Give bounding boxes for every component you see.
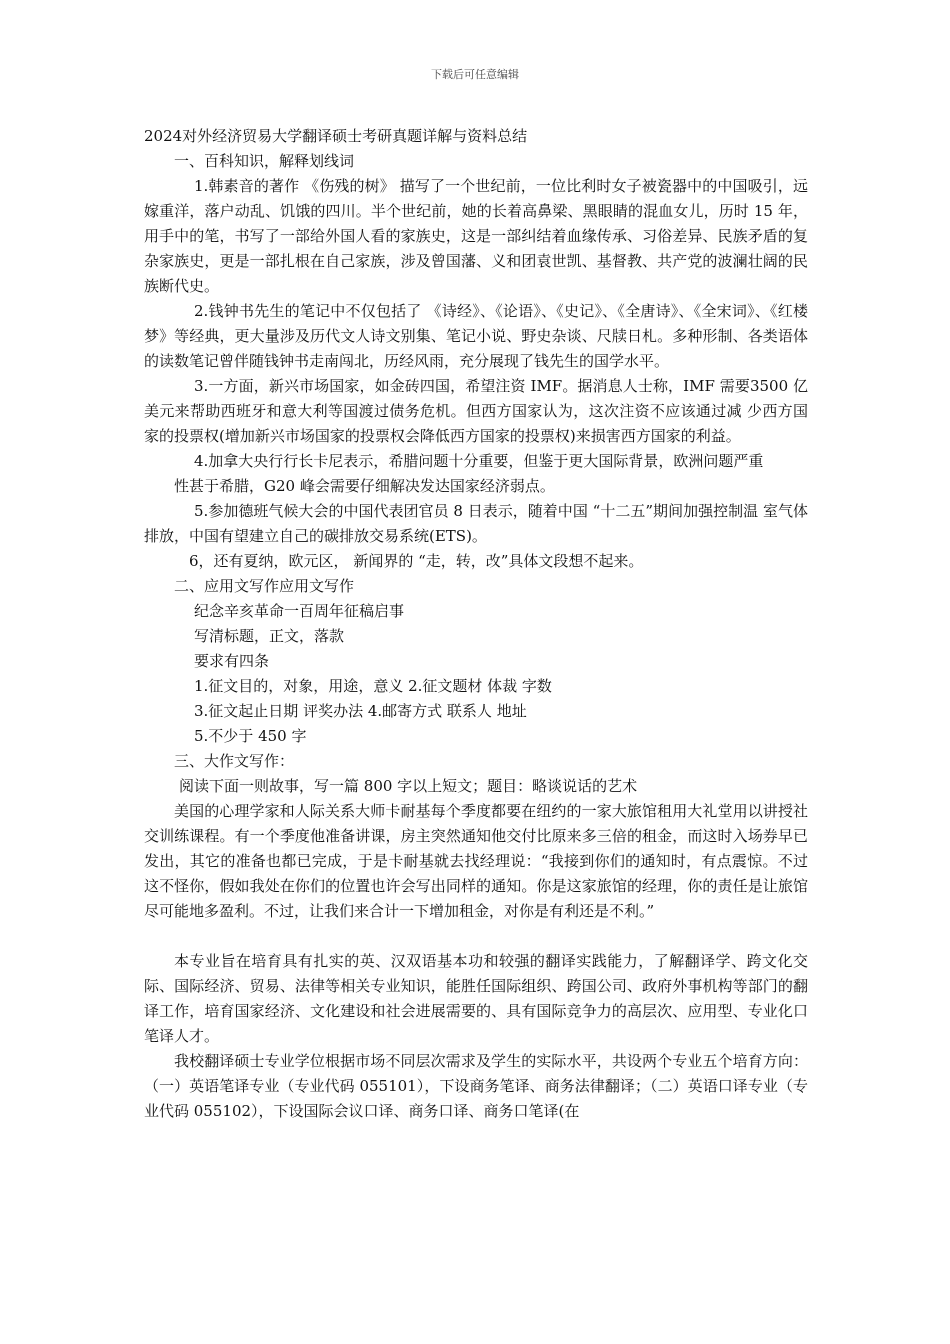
application-line-1: 纪念辛亥革命一百周年征稿启事 xyxy=(194,602,405,620)
program-directions: 我校翻译硕士专业学位根据市场不同层次需求及学生的实际水平，共设两个专业五个培育方向：（一）英语笔译专业（专业代码 055101），下设商务笔译、商务法律翻译；（二）英语口译专业（专业代码 055102），下设国际会议口译、商务口译、商务口笔译(在 xyxy=(144,1052,808,1120)
paragraph-spacer xyxy=(144,924,808,949)
section-heading-2: 二、应用文写作应用文写作 xyxy=(174,577,355,595)
section-heading-1: 一、百科知识，解释划线词 xyxy=(174,152,355,170)
document-body xyxy=(144,124,808,1124)
paragraph-2: 2.钱钟书先生的笔记中不仅包括了 《诗经》、《论语》、《史记》、《全唐诗》、《全宋词》、《红楼梦》等经典，更大量涉及历代文人诗文别集、笔记小说、野史杂谈、尺牍日札。多种形制、各类语体的读数笔记曾伴随钱钟书走南闯北，历经风雨，充分展现了钱先生的国学水平。 xyxy=(144,302,808,370)
application-line-4: 1.征文目的，对象，用途，意义 2.征文题材 体裁 字数 xyxy=(194,677,552,695)
section-heading-3: 三、大作文写作： xyxy=(174,752,295,770)
program-description: 本专业旨在培育具有扎实的英、汉双语基本功和较强的翻译实践能力，了解翻译学、跨文化交际、国际经济、贸易、法律等相关专业知识，能胜任国际组织、跨国公司、政府外事机构等部门的翻译工作，培育国家经济、文化建设和社会进展需要的、具有国际竞争力的高层次、应用型、专业化口笔译人才。 xyxy=(144,952,808,1045)
page-header-note: 下载后可任意编辑 xyxy=(431,68,519,81)
application-line-3: 要求有四条 xyxy=(194,652,270,670)
application-line-6: 5.不少于 450 字 xyxy=(194,727,307,745)
essay-prompt: 阅读下面一则故事，写一篇 800 字以上短文；题目：略谈说话的艺术 xyxy=(179,777,638,795)
essay-story: 美国的心理学家和人际关系大师卡耐基每个季度都要在纽约的一家大旅馆租用大礼堂用以讲授社交训练课程。有一个季度他准备讲课，房主突然通知他交付比原来多三倍的租金，而这时入场券早已发出，其它的准备也都已完成，于是卡耐基就去找经理说：“我接到你们的通知时，有点震惊。不过这不怪你，假如我处在你们的位置也许会写出同样的通知。你是这家旅馆的经理，你的责任是让旅馆尽可能地多盈利。不过，让我们来合计一下增加租金，对你是有利还是不利。” xyxy=(144,802,808,920)
paragraph-4b: 性甚于希腊，G20 峰会需要仔细解决发达国家经济弱点。 xyxy=(174,477,555,495)
document-title: 2024对外经济贸易大学翻译硕士考研真题详解与资料总结 xyxy=(144,127,528,145)
paragraph-6: 6，还有夏纳，欧元区， 新闻界的 “走，转，改”具体文段想不起来。 xyxy=(189,552,644,570)
paragraph-5: 5.参加德班气候大会的中国代表团官员 8 日表示，随着中国 “十二五”期间加强控制温 室气体排放，中国有望建立自己的碳排放交易系统(ETS)。 xyxy=(144,502,808,545)
application-line-5: 3.征文起止日期 评奖办法 4.邮寄方式 联系人 地址 xyxy=(194,702,527,720)
paragraph-3: 3.一方面，新兴市场国家，如金砖四国，希望注资 IMF。据消息人士称，IMF 需要3500 亿美元来帮助西班牙和意大利等国渡过债务危机。但西方国家认为，这次注资不应该通过减 少西方国家的投票权(增加新兴市场国家的投票权会降低西方国家的投票权)来损害西方国家的利益。 xyxy=(144,377,808,445)
paragraph-4a: 4.加拿大央行行长卡尼表示，希腊问题十分重要，但鉴于更大国际背景，欧洲问题严重 xyxy=(194,452,764,470)
application-line-2: 写清标题，正文，落款 xyxy=(194,627,345,645)
paragraph-1: 1.韩素音的著作 《伤残的树》 描写了一个世纪前，一位比利时女子被瓷器中的中国吸引，远嫁重洋，落户动乱、饥饿的四川。半个世纪前，她的长着高鼻梁、黑眼睛的混血女儿，历时 15 年，用手中的笔，书写了一部给外国人看的家族史，这是一部纠结着血缘传承、习俗差异、民族矛盾的复杂家族史，更是一部扎根在自己家族，涉及曾国藩、义和团袁世凯、基督教、共产党的波澜壮阔的民族断代史。 xyxy=(144,177,808,295)
